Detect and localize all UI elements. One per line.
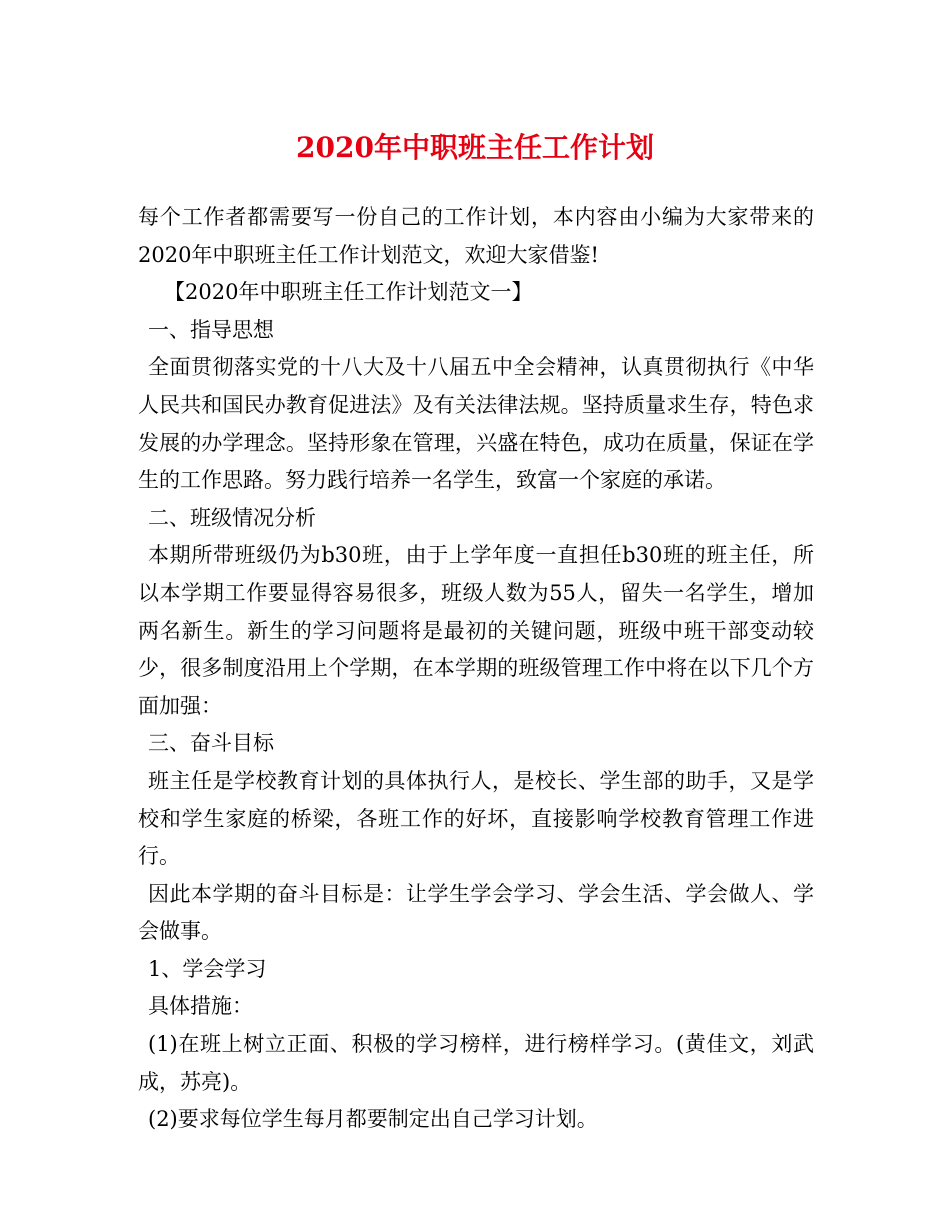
paragraph: 1、学会学习 [148, 956, 267, 981]
paragraph: 每个工作者都需要写一份自己的工作计划，本内容由小编为大家带来的2020年中职班主任工作计划范文，欢迎大家借鉴! [138, 205, 814, 267]
paragraph: 因此本学期的奋斗目标是：让学生学会学习、学会生活、学会做人、学会做事。 [138, 881, 814, 944]
paragraph: 具体措施： [148, 994, 253, 1019]
paragraph: 三、奋斗目标 [148, 731, 274, 756]
paragraph: (1)在班上树立正面、积极的学习榜样，进行榜样学习。(黄佳文，刘武成，苏亮)。 [138, 1032, 814, 1094]
paragraph: 班主任是学校教育计划的具体执行人，是校长、学生部的助手，又是学校和学生家庭的桥梁，各班工作的好坏，直接影响学校教育管理工作进行。 [138, 768, 814, 869]
paragraph: 全面贯彻落实党的十八大及十八届五中全会精神，认真贯彻执行《中华人民共和国民办教育促进法》及有关法律法规。坚持质量求生存，特色求发展的办学理念。坚持形象在管理，兴盛在特色，成功在质量，保证在学生的工作思路。努力践行培养一名学生，致富一个家庭的承诺。 [138, 355, 814, 493]
paragraph: 本期所带班级仍为b30班，由于上学年度一直担任b30班的班主任，所以本学期工作要显得容易很多，班级人数为55人，留失一名学生，增加两名新生。新生的学习问题将是最初的关键问题，班级中班干部变动较少，很多制度沿用上个学期，在本学期的班级管理工作中将在以下几个方面加强： [138, 543, 814, 718]
document-title: 2020年中职班主任工作计划 [296, 131, 654, 164]
paragraph: 二、班级情况分析 [148, 505, 316, 530]
paragraph: (2)要求每位学生每月都要制定出自己学习计划。 [148, 1107, 598, 1132]
document-body [138, 199, 814, 1139]
paragraph: 【2020年中职班主任工作计划范文一】 [164, 280, 533, 305]
paragraph: 一、指导思想 [148, 317, 274, 342]
